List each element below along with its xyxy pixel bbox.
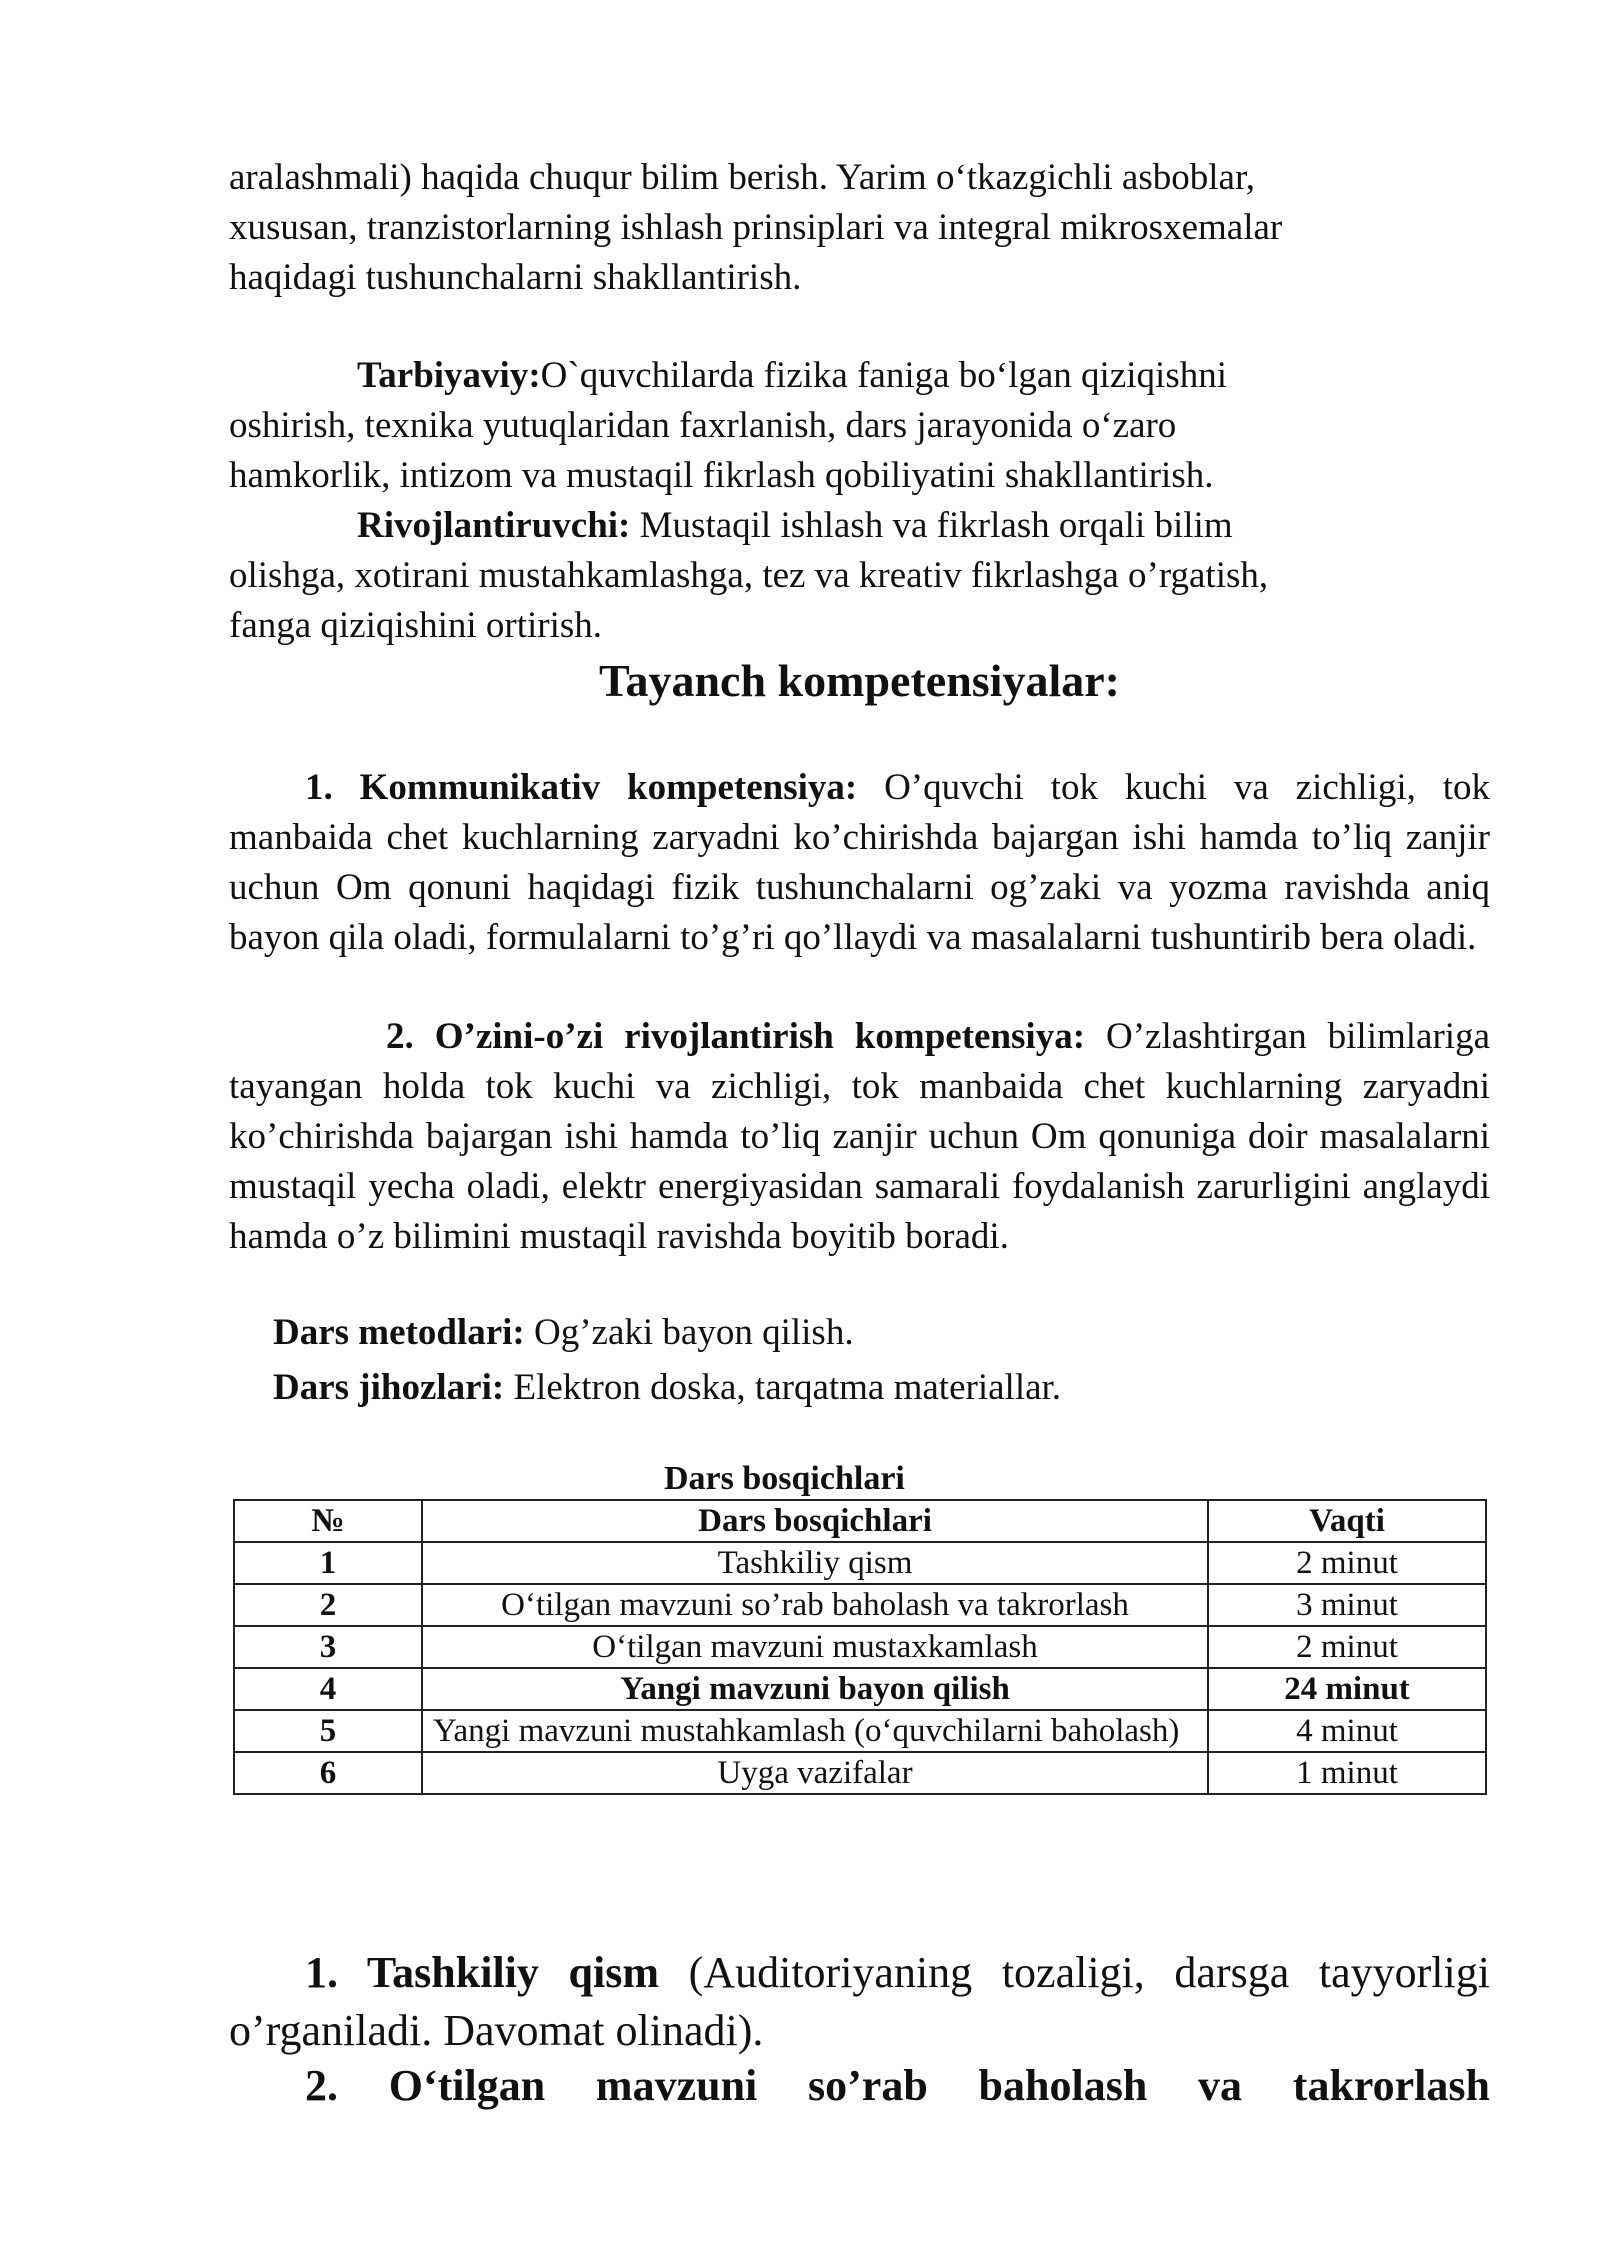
intro-line: haqidagi tushunchalarni shakllantirish. xyxy=(229,257,802,298)
lesson-equipment xyxy=(273,1363,1061,1413)
row-number: 1 xyxy=(234,1542,422,1584)
table-row xyxy=(234,1542,1486,1584)
lesson-stages-table xyxy=(233,1499,1487,1795)
table-row xyxy=(234,1626,1486,1668)
section-1-text: (Auditoriyaning tozaligi, darsga tayyorligi o’rganiladi. Davomat olinadi). xyxy=(229,1948,1490,2055)
header-stage: Dars bosqichlari xyxy=(422,1500,1208,1542)
competency-2-text: O’zlashtirgan bilimlariga tayangan holda tok kuchi va zichligi, tok manbaida chet kuchlarning zaryadni ko’chirishda bajargan ishi hamda to’liq zanjir uchun Om qonuniga doir masalalarni mustaqil yecha oladi, elektr energiyasidan samarali foydalanish zarurligini anglaydi hamda o’z bilimini mustaqil ravishda boyitib boradi. xyxy=(229,1016,1491,1257)
row-number: 2 xyxy=(234,1584,422,1626)
lesson-equipment-label: Dars jihozlari: xyxy=(273,1367,505,1408)
row-time: 2 minut xyxy=(1208,1626,1486,1668)
rivojlantiruvchi-line: olishga, xotirani mustahkamlashga, tez va kreativ fikrlashga o’rgatish, xyxy=(229,555,1269,596)
header-time: Vaqti xyxy=(1208,1500,1486,1542)
lesson-equipment-text: Elektron doska, tarqatma materiallar. xyxy=(504,1367,1062,1408)
row-stage: Uyga vazifalar xyxy=(422,1752,1208,1794)
tarbiyaviy-label: Tarbiyaviy: xyxy=(357,355,541,396)
section-1-label: 1. Tashkiliy qism xyxy=(305,1948,660,1997)
row-stage: Tashkiliy qism xyxy=(422,1542,1208,1584)
intro-line: xususan, tranzistorlarning ishlash prinsiplari va integral mikrosxemalar xyxy=(229,207,1283,248)
lesson-methods xyxy=(273,1308,854,1358)
tarbiyaviy-line: hamkorlik, intizom va mustaqil fikrlash qobiliyatini shakllantirish. xyxy=(229,455,1214,496)
header-number: № xyxy=(234,1500,422,1542)
row-number: 4 xyxy=(234,1668,422,1710)
row-stage: O‘tilgan mavzuni so’rab baholash va takrorlash xyxy=(422,1584,1208,1626)
rivojlantiruvchi-text: Mustaqil ishlash va fikrlash orqali bilim xyxy=(630,505,1233,546)
rivojlantiruvchi-paragraph xyxy=(229,501,1490,651)
tarbiyaviy-first-line xyxy=(229,351,1490,401)
section-2-heading: 2. O‘tilgan mavzuni so’rab baholash va takrorlash xyxy=(305,2061,1490,2110)
row-number: 5 xyxy=(234,1710,422,1752)
rivojlantiruvchi-first-line xyxy=(229,501,1490,551)
table-header-row xyxy=(234,1500,1486,1542)
table-row xyxy=(234,1584,1486,1626)
rivojlantiruvchi-label: Rivojlantiruvchi: xyxy=(357,505,631,546)
row-time: 3 minut xyxy=(1208,1584,1486,1626)
tarbiyaviy-paragraph xyxy=(229,351,1490,501)
row-time: 24 minut xyxy=(1208,1668,1486,1710)
tarbiyaviy-line: oshirish, texnika yutuqlaridan faxrlanish, dars jarayonida o‘zaro xyxy=(229,405,1177,446)
row-stage: O‘tilgan mavzuni mustaxkamlash xyxy=(422,1626,1208,1668)
rivojlantiruvchi-line: fanga qiziqishini ortirish. xyxy=(229,605,603,646)
intro-line: aralashmali) haqida chuqur bilim berish. Yarim o‘tkazgichli asboblar, xyxy=(229,157,1256,198)
row-time: 4 minut xyxy=(1208,1710,1486,1752)
lesson-methods-text: Og’zaki bayon qilish. xyxy=(524,1312,854,1353)
competency-2-label: 2. O’zini-o’zi rivojlantirish kompetensiya: xyxy=(386,1016,1086,1057)
row-time: 2 minut xyxy=(1208,1542,1486,1584)
table-row xyxy=(234,1710,1486,1752)
row-stage: Yangi mavzuni bayon qilish xyxy=(422,1668,1208,1710)
row-stage: Yangi mavzuni mustahkamlash (o‘quvchilarni baholash) xyxy=(422,1710,1208,1752)
row-number: 6 xyxy=(234,1752,422,1794)
competencies-heading: Tayanch kompetensiyalar: xyxy=(599,655,1120,706)
competency-1-text: O’quvchi tok kuchi va zichligi, tok manbaida chet kuchlarning zaryadni ko’chirishda bajargan ishi hamda to’liq zanjir uchun Om qonuni haqidagi fizik tushunchalarni og’zaki va yozma ravishda aniq bayon qila oladi, formulalarni to’g’ri qo’llaydi va masalalarni tushuntirib bera oladi. xyxy=(229,767,1490,958)
table-caption: Dars bosqichlari xyxy=(664,1460,905,1497)
competency-2-paragraph xyxy=(229,1012,1490,1262)
row-time: 1 minut xyxy=(1208,1752,1486,1794)
table-row xyxy=(234,1752,1486,1794)
row-number: 3 xyxy=(234,1626,422,1668)
lesson-methods-label: Dars metodlari: xyxy=(273,1312,525,1353)
tarbiyaviy-text: O`quvchilarda fizika faniga bo‘lgan qiziqishni xyxy=(540,355,1227,396)
competency-1-label: 1. Kommunikativ kompetensiya: xyxy=(305,767,858,808)
intro-paragraph xyxy=(229,153,1490,303)
section-1-paragraph xyxy=(229,1944,1490,2060)
competency-1-paragraph xyxy=(229,763,1490,963)
table-row xyxy=(234,1668,1486,1710)
